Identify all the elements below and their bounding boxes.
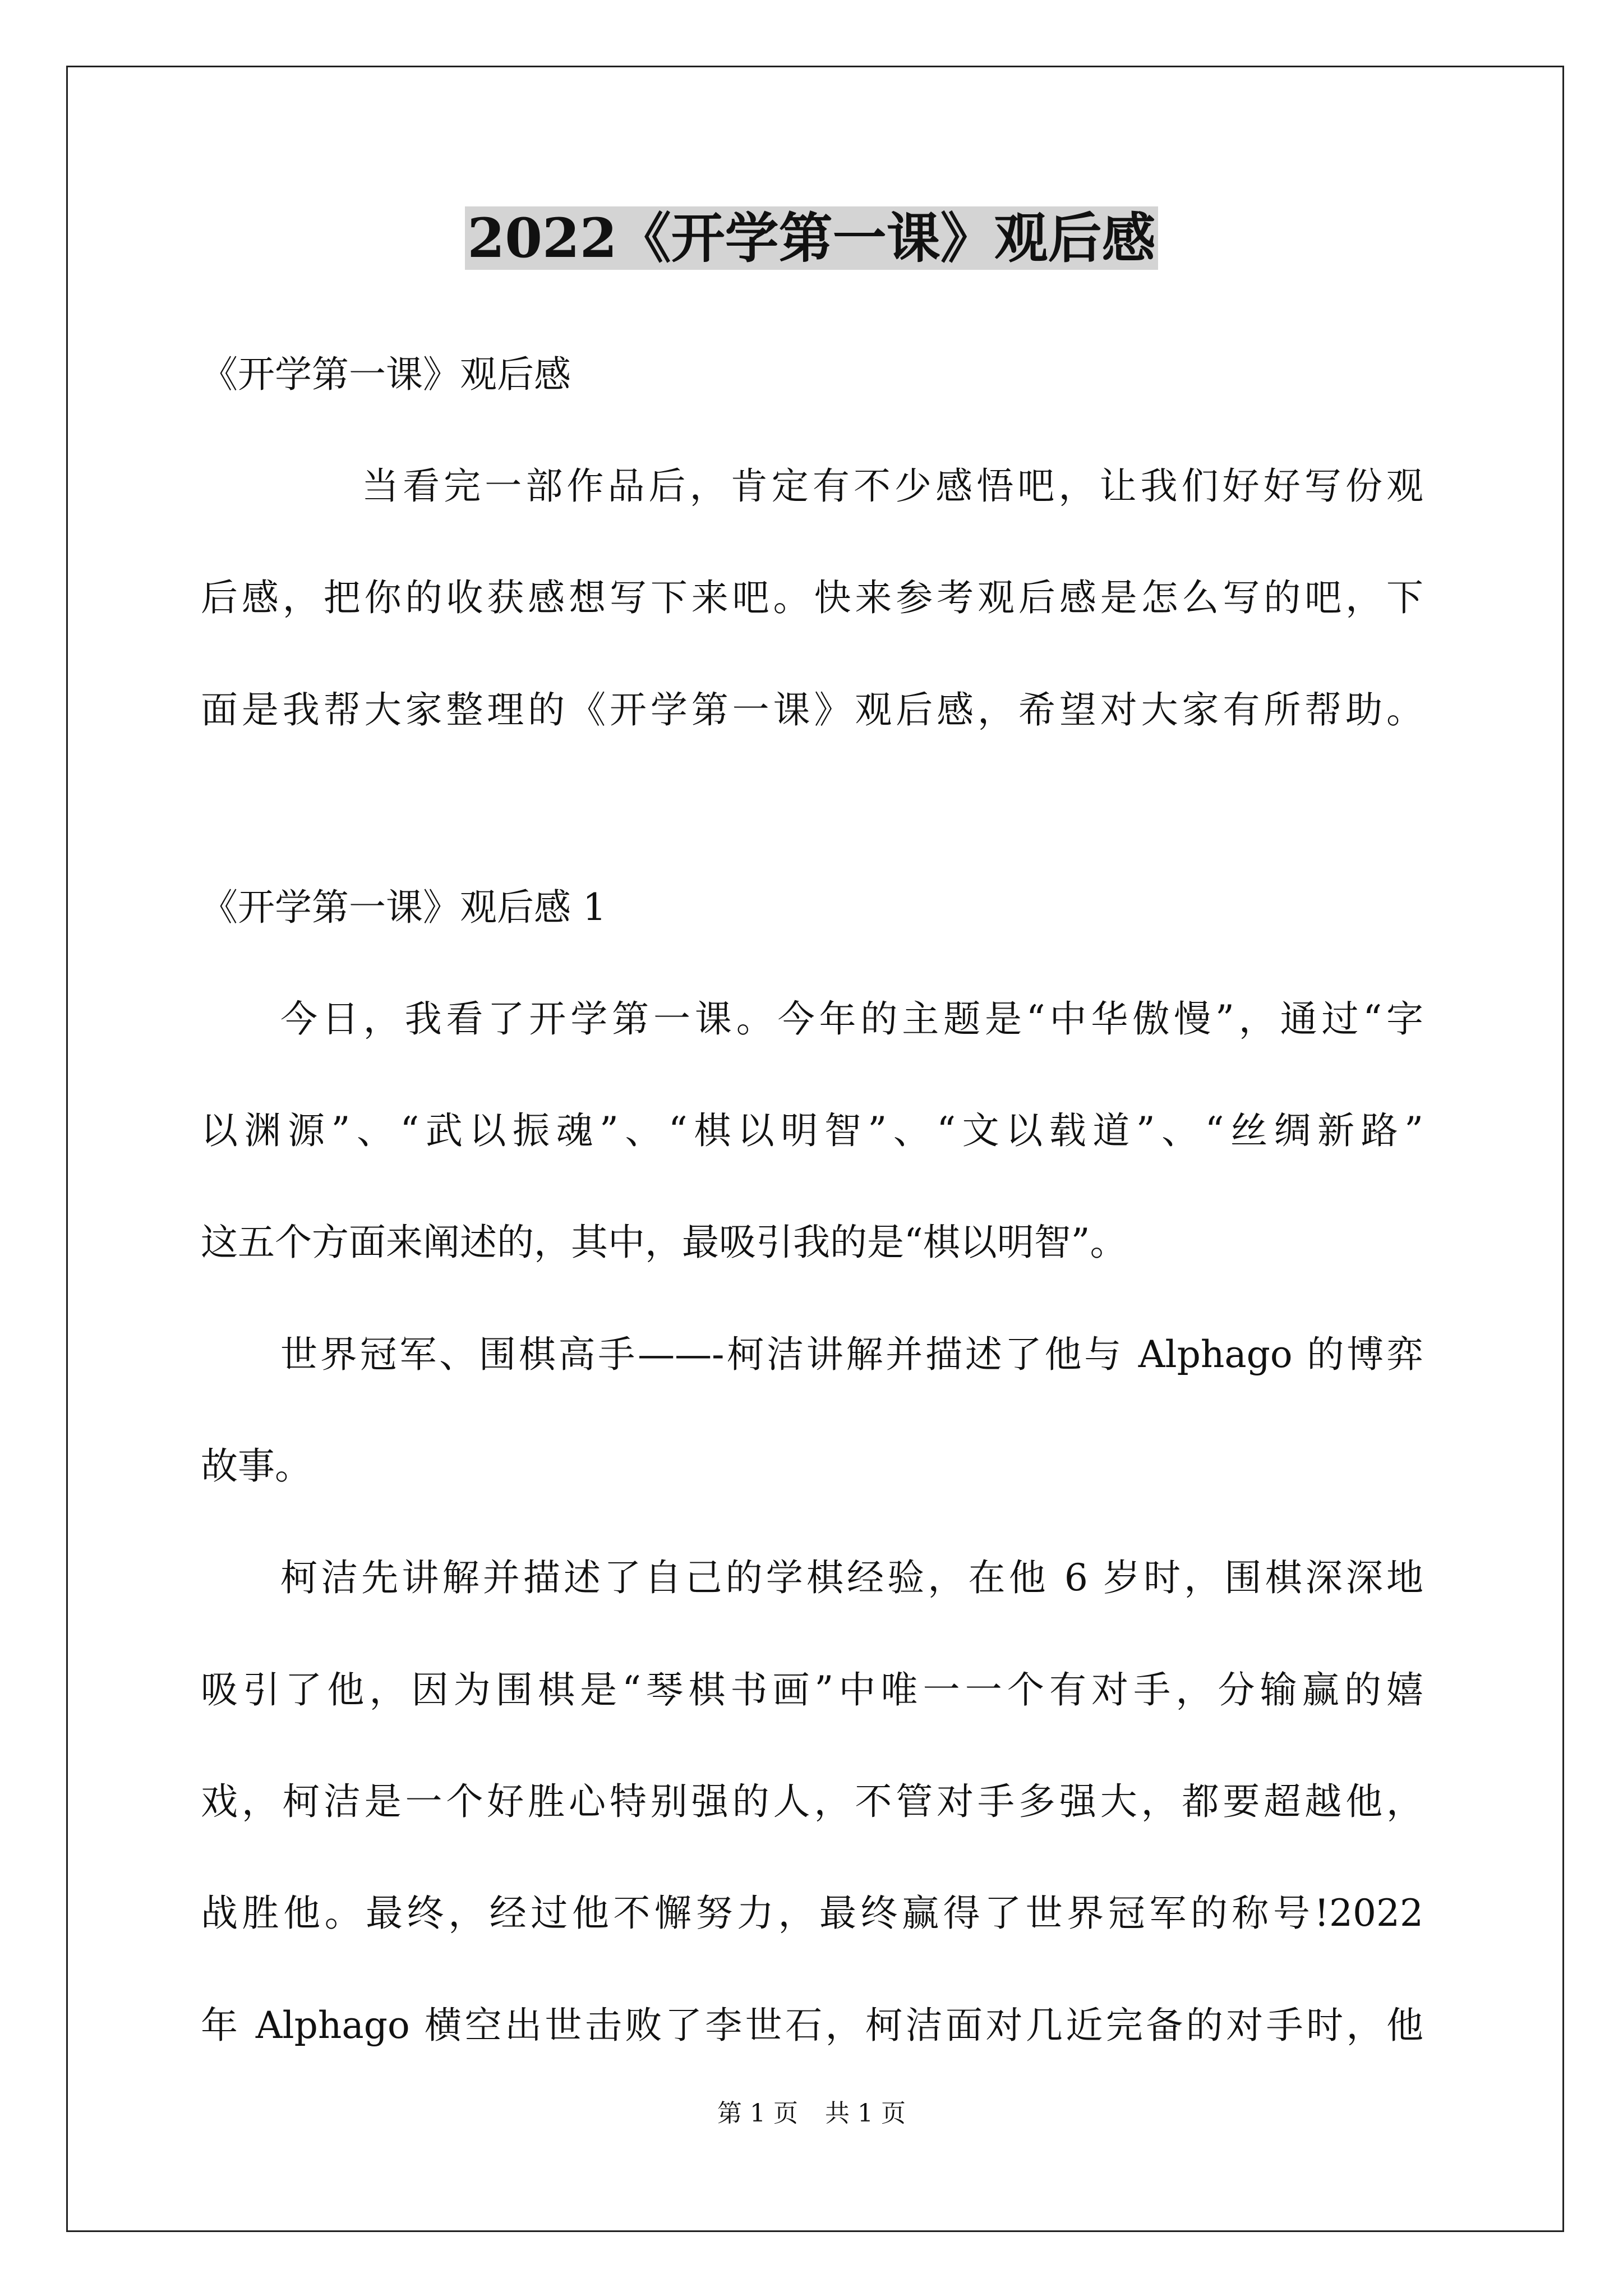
document-subtitle: 《开学第一课》观后感 [201,353,571,396]
body-line-1: 今日，我看了开学第一课。今年的主题是“中华傲慢”，通过“字 [280,997,1423,1041]
intro-line-1: 当看完一部作品后，肯定有不少感悟吧，让我们好好写份观 [362,464,1423,508]
section-heading: 《开学第一课》观后感 1 [201,886,606,929]
intro-line-3: 面是我帮大家整理的《开学第一课》观后感，希望对大家有所帮助。 [201,688,1423,731]
document-title [0,202,1623,275]
body-line-6: 柯洁先讲解并描述了自己的学棋经验，在他 6 岁时，围棋深深地 [280,1556,1423,1599]
page-footer [0,2097,1623,2131]
body-line-10: 年 Alphago 横空出世击败了李世石，柯洁面对几近完备的对手时，他 [201,2004,1423,2047]
body-line-4: 世界冠军、围棋高手——-柯洁讲解并描述了他与 Alphago 的博弈 [280,1333,1423,1376]
document-title-text: 2022《开学第一课》观后感 [465,206,1158,270]
page-total: 共 1 页 [825,2099,906,2128]
body-line-8: 戏，柯洁是一个好胜心特别强的人，不管对手多强大，都要超越他， [201,1780,1423,1823]
body-line-7: 吸引了他，因为围棋是“琴棋书画”中唯一一个有对手，分输赢的嬉 [201,1668,1423,1711]
body-line-9: 战胜他。最终，经过他不懈努力，最终赢得了世界冠军的称号!2022 [201,1892,1423,1935]
body-line-3: 这五个方面来阐述的，其中，最吸引我的是“棋以明智”。 [201,1221,1127,1264]
page-number: 第 1 页 [717,2099,798,2128]
body-line-2: 以渊源”、“武以振魂”、“棋以明智”、“文以载道”、“丝绸新路” [201,1109,1423,1152]
body-line-5: 故事。 [201,1444,312,1488]
intro-line-2: 后感，把你的收获感想写下来吧。快来参考观后感是怎么写的吧，下 [201,576,1423,619]
